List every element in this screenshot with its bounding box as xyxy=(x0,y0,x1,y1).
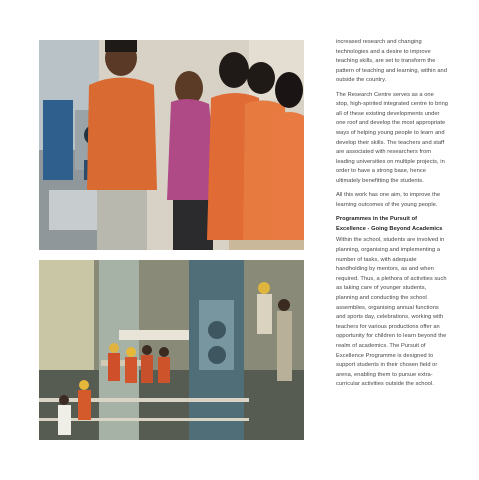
paragraph-learning-outcomes: All this work has one aim, to improve the learning outcomes of the young people. xyxy=(336,192,441,208)
engine-room-photo xyxy=(39,260,304,440)
section-heading: Programmes in the Pursuit of Excellence - Going Beyond Academics xyxy=(336,216,443,232)
paragraph-research-intro: increased research and changing technologies and a desire to improve teaching skills, are set to transform the pattern of teaching and learning, within and outside the country. xyxy=(336,39,447,84)
paragraph-pursuit-of-excellence: Within the school, students are involved in planning, organising and implementing a number of tasks, with adequate handholding by mentors, as and when required. Thus, a plethora of activities such as taking care of younger students, planning and conducting the school assemblies, organising annual functions and sports day, celebrations, working with teachers for various productions offer an opportunity for children to learn beyond the realm of academics. The Pursuit of Excellence Programme is designed to support students in their chosen field or arena, enabling them to pursue extra-curricular activities outside the school. xyxy=(336,237,447,388)
lab-photo-illustration xyxy=(39,40,304,250)
engine-room-photo-illustration xyxy=(39,260,304,440)
paragraph-research-centre: The Research Centre serves as a one stop, high-spirited integrated centre to bring all of these existing developments under one roof and develop the most appropriate ways of helping young people to learn and develop their skills. The teachers and staff are associated with researchers from leading universities on multiple projects, in order to have a strong base, hence ultimately benefitting the students. xyxy=(336,91,449,184)
lab-photo xyxy=(39,40,304,250)
body-text-column xyxy=(336,38,448,390)
